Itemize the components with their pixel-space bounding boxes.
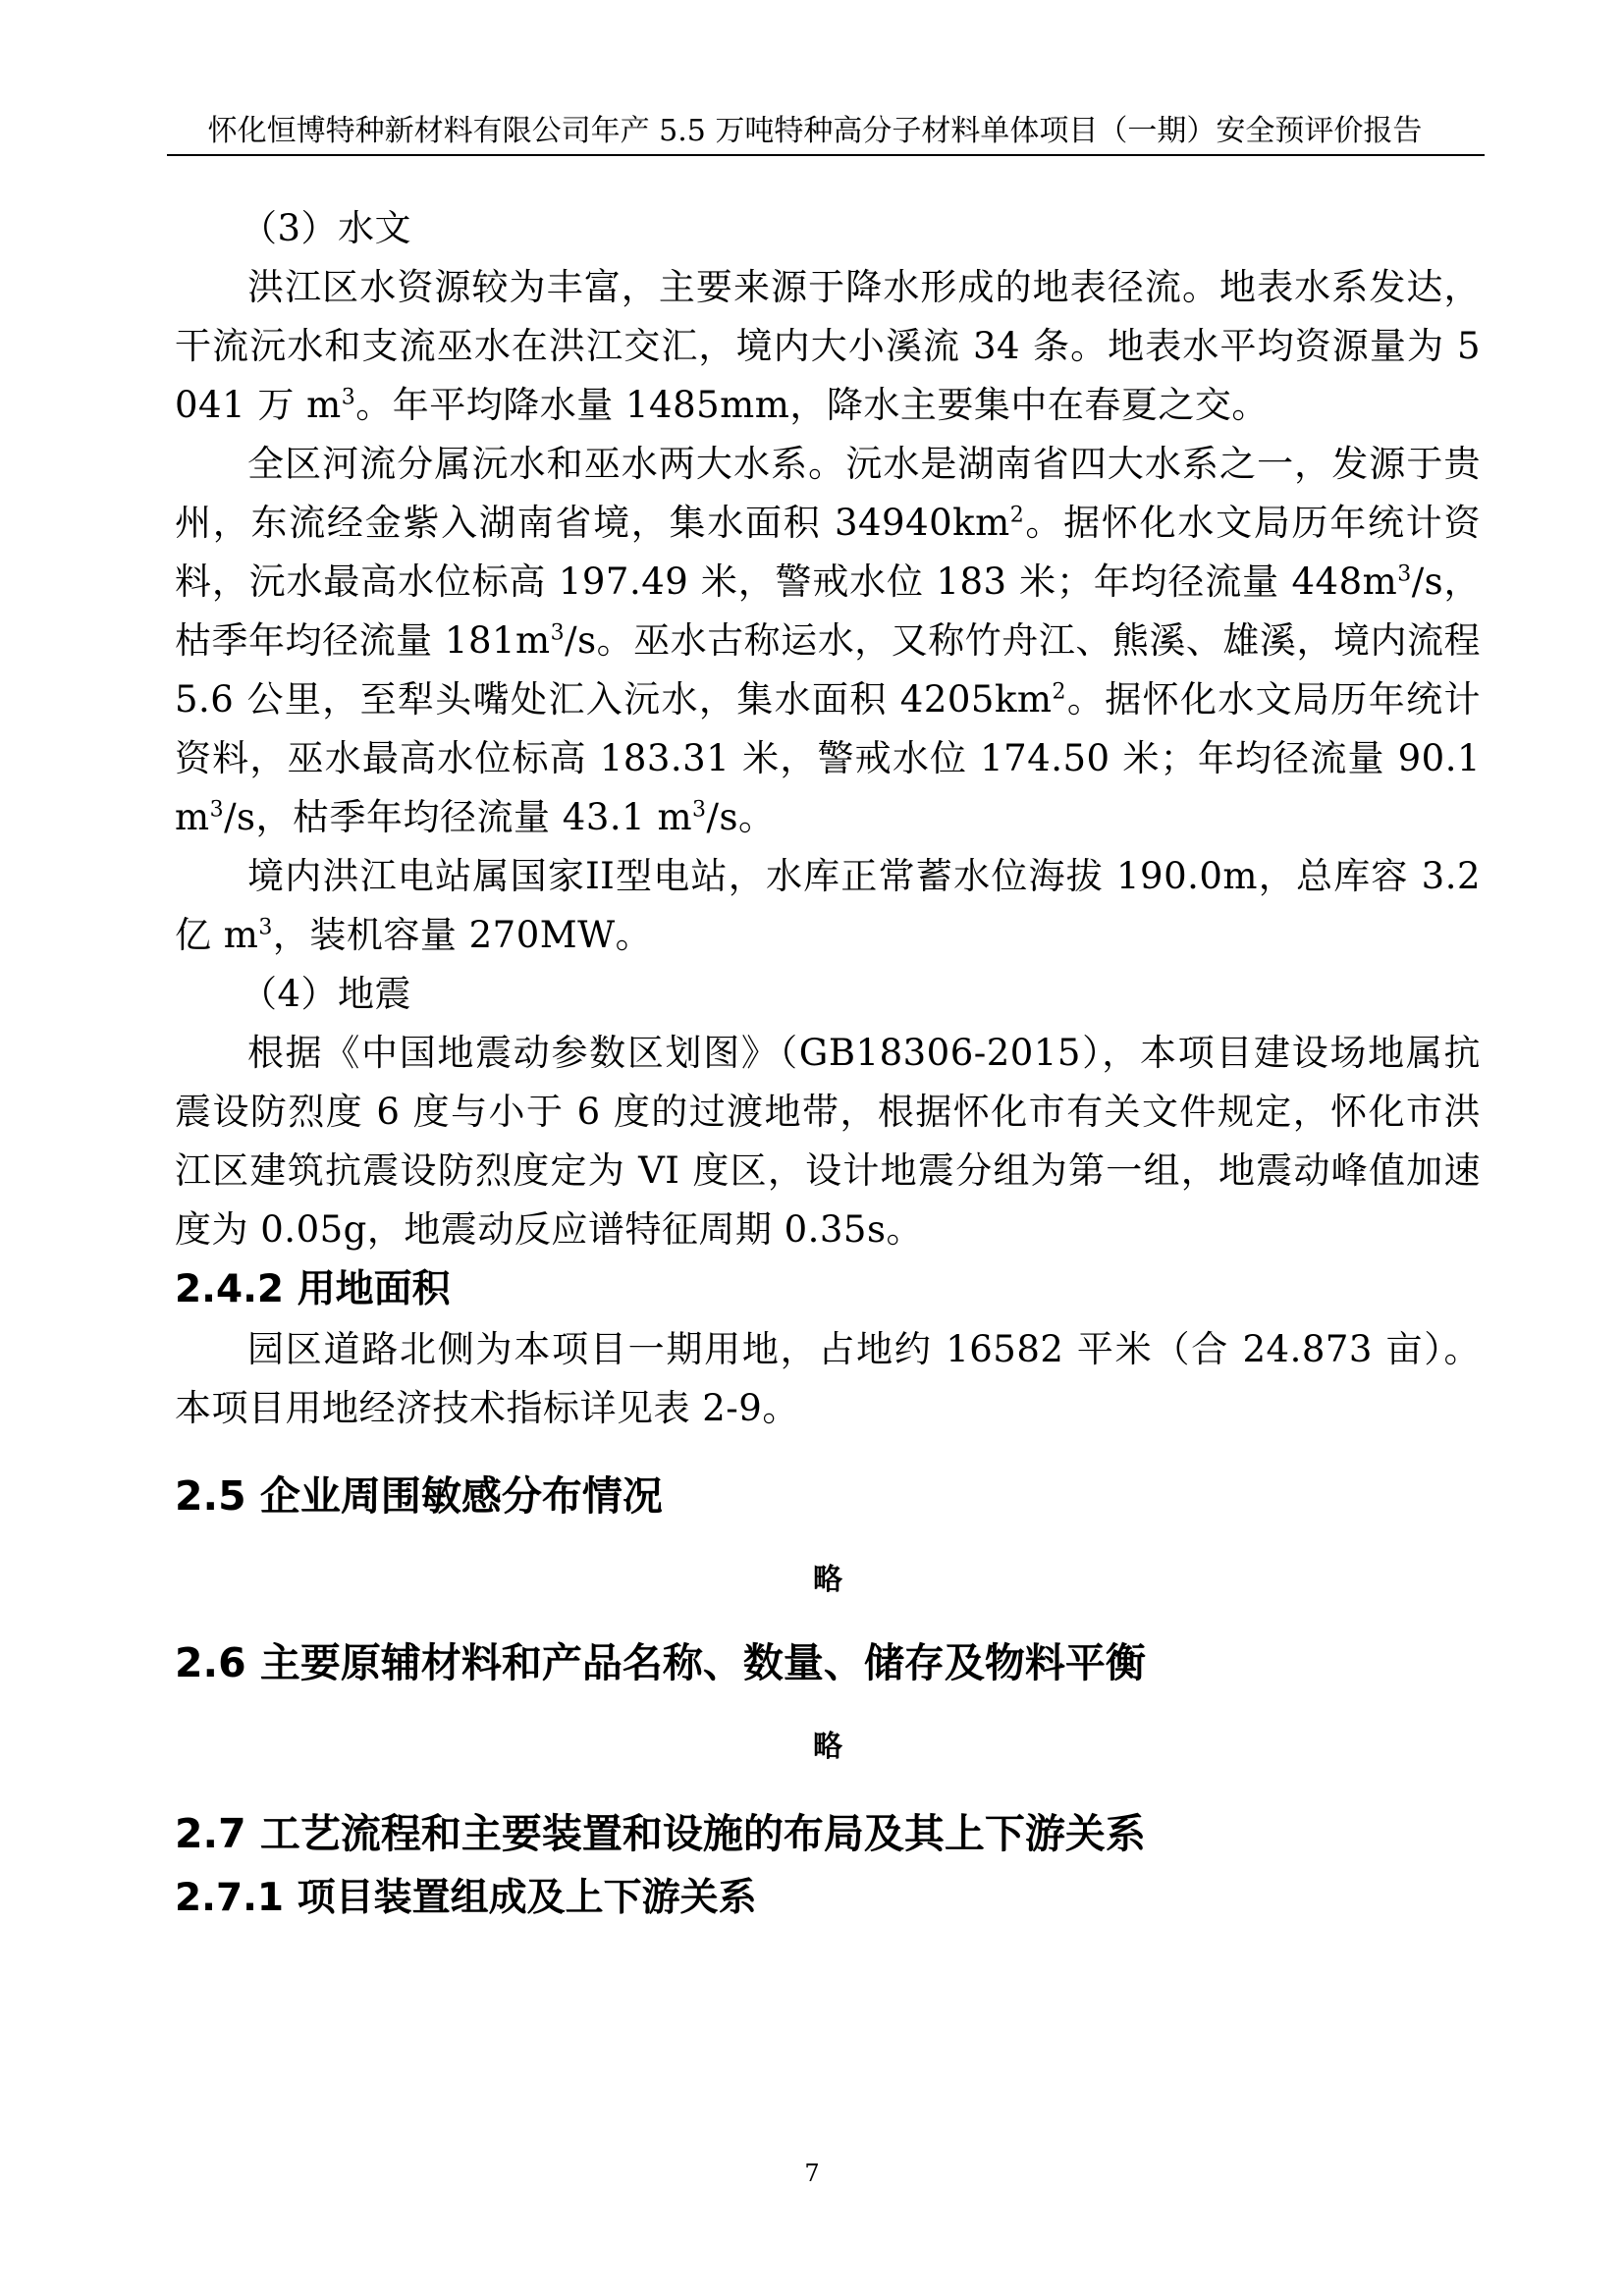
running-header: 怀化恒博特种新材料有限公司年产 5.5 万吨特种高分子材料单体项目（一期）安全预评价报告 [207, 114, 1423, 148]
hydrology-paragraph-1: 洪江区水资源较为丰富，主要来源于降水形成的地表径流。地表水系发达，干流沅水和支流巫水在洪江交汇，境内大小溪流 34 条。地表水平均资源量为 5041 万 $m^3$。年平均降水量 1485mm，降水主要集中在春夏之交。 [175, 266, 1481, 426]
section-2-4-2-heading: 2.4.2 用地面积 [175, 1267, 451, 1311]
section-2-5-heading: 2.5 企业周围敏感分布情况 [175, 1472, 663, 1520]
page-number: 7 [804, 2160, 820, 2187]
header-rule [167, 154, 1485, 156]
earthquake-heading: （4）地震 [241, 973, 412, 1015]
section-2-6-omitted: 略 [813, 1730, 842, 1764]
earthquake-paragraph: 根据《中国地震动参数区划图》（GB18306-2015），本项目建设场地属抗震设防烈度 6 度与小于 6 度的过渡地带，根据怀化市有关文件规定，怀化市洪江区建筑抗震设防烈度定为 VI 度区，设计地震分组为第一组，地震动峰值加速度为 0.05g，地震动反应谱特征周期 0.35s。 [175, 1032, 1481, 1251]
section-2-6-heading: 2.6 主要原辅材料和产品名称、数量、储存及物料平衡 [175, 1639, 1146, 1686]
section-2-7-heading: 2.7 工艺流程和主要装置和设施的布局及其上下游关系 [175, 1810, 1146, 1857]
land-area-paragraph: 园区道路北侧为本项目一期用地，占地约 16582 平米（合 24.873 亩）。本项目用地经济技术指标详见表 2-9。 [175, 1328, 1481, 1429]
hydrology-heading: （3）水文 [241, 207, 412, 249]
section-2-5-omitted: 略 [813, 1563, 842, 1597]
hydrology-paragraph-3: 境内洪江电站属国家II型电站，水库正常蓄水位海拔 190.0m，总库容 3.2 亿 $m^3$，装机容量 270MW。 [175, 855, 1481, 956]
section-2-7-1-heading: 2.7.1 项目装置组成及上下游关系 [175, 1876, 757, 1920]
hydrology-paragraph-2: 全区河流分属沅水和巫水两大水系。沅水是湖南省四大水系之一，发源于贵州，东流经金紫入湖南省境，集水面积 $34940km^2$。据怀化水文局历年统计资料，沅水最高水位标高 197.49 米，警戒水位 183 米；年均径流量 $448m^3/s$，枯季年均径流量 $181m^3/s$。巫水古称运水，又称竹舟江、熊溪、雄溪，境内流程 5.6 公里，至犁头嘴处汇入沅水，集水面积 $4205km^2$。据怀化水文局历年统计资料，巫水最高水位标高 183.31 米，警戒水位 174.50 米；年均径流量 $90.1m^3/s$，枯季年均径流量 43.1 $m^3/s$。 [175, 443, 1482, 838]
page-body [175, 199, 1481, 1929]
